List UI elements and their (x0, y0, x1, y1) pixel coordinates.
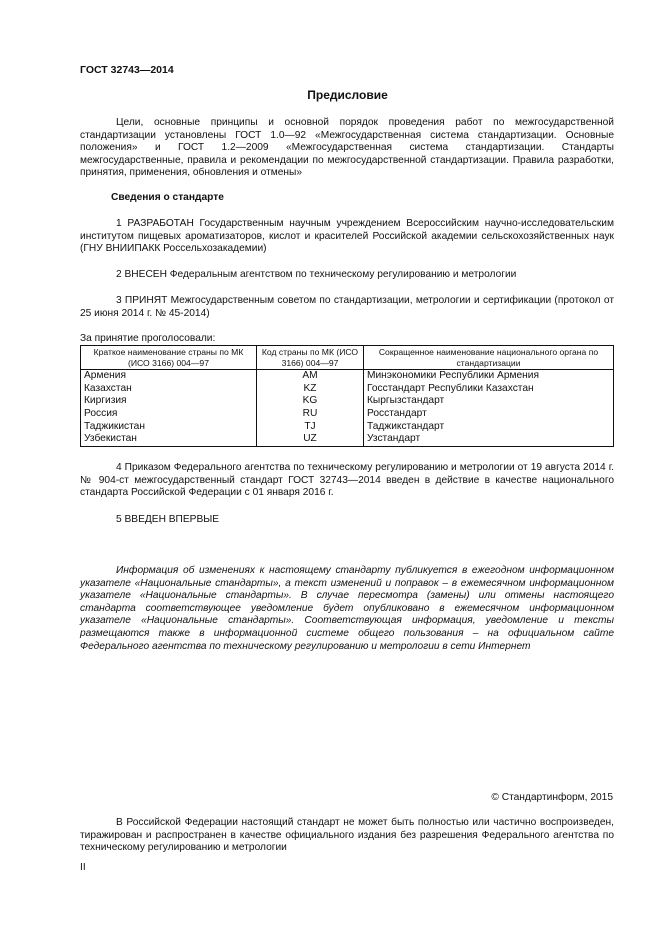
national-body-cell: Росстандарт (364, 408, 614, 421)
table-caption: За принятие проголосовали: (80, 333, 216, 344)
item-5: 5 ВВЕДЕН ВПЕРВЫЕ (116, 514, 220, 525)
intro-paragraph: Цели, основные принципы и основной порядок проведения работ по межгосударственной стандартизации установлены ГОСТ 1.0—92 «Межгосударственная система стандартизации. Основные положения» и ГОСТ 1.2—2009 «Межгосударственная система стандартизации. Стандарты межгосударственные, правила и рекомендации по межгосударственной стандартизации. Правила разработки, принятия, применения, обновления и отмены» (80, 117, 614, 179)
national-body-cell: Таджикстандарт (364, 421, 614, 434)
country-code-cell: KG (257, 395, 364, 408)
item-1: 1 РАЗРАБОТАН Государственным научным учреждением Всероссийским научно-исследовательским институтом пищевых ароматизаторов, кислот и красителей Российской академии сельскохозяйственных наук (ГНУ ВНИИПАКК Россельхозакадемии) (80, 218, 614, 255)
national-body-cell: Госстандарт Республики Казахстан (364, 383, 614, 396)
header-country-code: Код страны по МК (ИСО 3166) 004—97 (257, 346, 364, 370)
item-4: 4 Приказом Федерального агентства по техническому регулированию и метрологии от 19 августа 2014 г. № 904-ст межгосударственный стандарт ГОСТ 32743—2014 введен в действие в качестве национального стандарта Российской Федерации с 01 января 2016 г. (80, 462, 614, 499)
national-body-cell: Кыргызстандарт (364, 395, 614, 408)
agreement-table (80, 345, 614, 447)
document-header: ГОСТ 32743—2014 (80, 64, 174, 76)
table-row (81, 433, 614, 446)
copyright: © Стандартинформ, 2015 (491, 792, 613, 803)
table-header-row (81, 346, 614, 370)
national-body-cell: Минэкономики Республики Армения (364, 370, 614, 383)
country-name-cell: Казахстан (81, 383, 257, 396)
change-info-paragraph: Информация об изменениях к настоящему стандарту публикуется в ежегодном информационном указателе «Национальные стандарты», а текст изменений и поправок – в ежемесячном информационном указателе «Национальные стандарты». В случае пересмотра (замены) или отмены настоящего стандарта соответствующее уведомление будет опубликовано в ежемесячном информационном указателе «Национальные стандарты». Соответствующая информация, уведомление и тексты размещаются также в информационной системе общего пользования – на официальном сайте Федерального агентства по техническому регулированию и метрологии в сети Интернет (80, 565, 614, 652)
table-row (81, 370, 614, 383)
header-country-name: Краткое наименование страны по МК (ИСО 3166) 004—97 (81, 346, 257, 370)
reproduction-notice: В Российской Федерации настоящий стандарт не может быть полностью или частично воспроизведен, тиражирован и распространен в качестве официального издания без разрешения Федерального агентства по техническому регулированию и метрологии (80, 817, 614, 854)
country-code-cell: RU (257, 408, 364, 421)
country-code-cell: KZ (257, 383, 364, 396)
national-body-cell: Узстандарт (364, 433, 614, 446)
country-code-cell: AM (257, 370, 364, 383)
country-name-cell: Таджикистан (81, 421, 257, 434)
section-subtitle: Сведения о стандарте (111, 192, 224, 203)
page-title: Предисловие (307, 88, 388, 102)
table-row (81, 421, 614, 434)
item-2: 2 ВНЕСЕН Федеральным агентством по техническому регулированию и метрологии (116, 269, 517, 280)
country-name-cell: Армения (81, 370, 257, 383)
table-row (81, 395, 614, 408)
country-name-cell: Узбекистан (81, 433, 257, 446)
country-code-cell: UZ (257, 433, 364, 446)
country-name-cell: Киргизия (81, 395, 257, 408)
country-name-cell: Россия (81, 408, 257, 421)
header-national-body: Сокращенное наименование национального органа по стандартизации (364, 346, 614, 370)
country-code-cell: TJ (257, 421, 364, 434)
table-row (81, 408, 614, 421)
page-number: II (80, 862, 86, 873)
item-3: 3 ПРИНЯТ Межгосударственным советом по стандартизации, метрологии и сертификации (протокол от 25 июня 2014 г. № 45-2014) (80, 295, 614, 319)
table-row (81, 383, 614, 396)
